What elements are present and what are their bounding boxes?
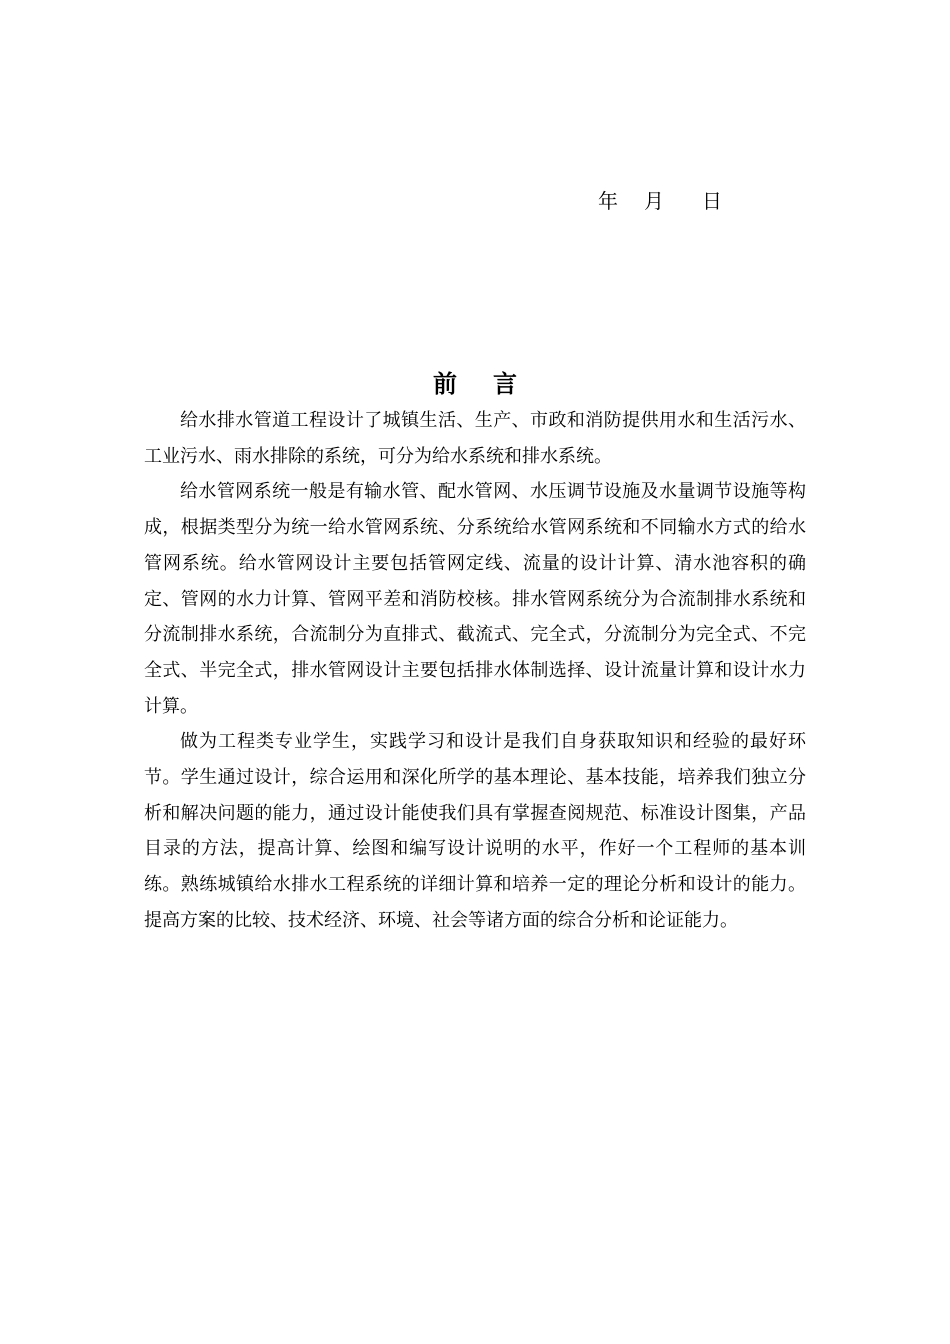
preface-body <box>144 403 806 939</box>
preface-paragraph-3: 做为工程类专业学生，实践学习和设计是我们自身获取知识和经验的最好环节。学生通过设计，综合运用和深化所学的基本理论、基本技能，培养我们独立分析和解决问题的能力，通过设计能使我们具有掌握查阅规范、标准设计图集，产品目录的方法，提高计算、绘图和编写设计说明的水平，作好一个工程师的基本训练。熟练城镇给水排水工程系统的详细计算和培养一定的理论分析和设计的能力。提高方案的比较、技术经济、环境、社会等诸方面的综合分析和论证能力。 <box>144 731 806 931</box>
preface-title: 前言 <box>433 370 553 398</box>
date-line <box>598 186 722 216</box>
date-day-label: 日 <box>702 189 722 213</box>
preface-paragraph-1: 给水排水管道工程设计了城镇生活、生产、市政和消防提供用水和生活污水、工业污水、雨水排除的系统，可分为给水系统和排水系统。 <box>144 410 806 467</box>
date-year-label: 年 <box>598 189 618 213</box>
date-month-label: 月 <box>644 189 664 213</box>
preface-paragraph-2: 给水管网系统一般是有输水管、配水管网、水压调节设施及水量调节设施等构成，根据类型分为统一给水管网系统、分系统给水管网系统和不同输水方式的给水管网系统。给水管网设计主要包括管网定线、流量的设计计算、清水池容积的确定、管网的水力计算、管网平差和消防校核。排水管网系统分为合流制排水系统和分流制排水系统，合流制分为直排式、截流式、完全式，分流制分为完全式、不完全式、半完全式，排水管网设计主要包括排水体制选择、设计流量计算和设计水力计算。 <box>144 481 806 717</box>
